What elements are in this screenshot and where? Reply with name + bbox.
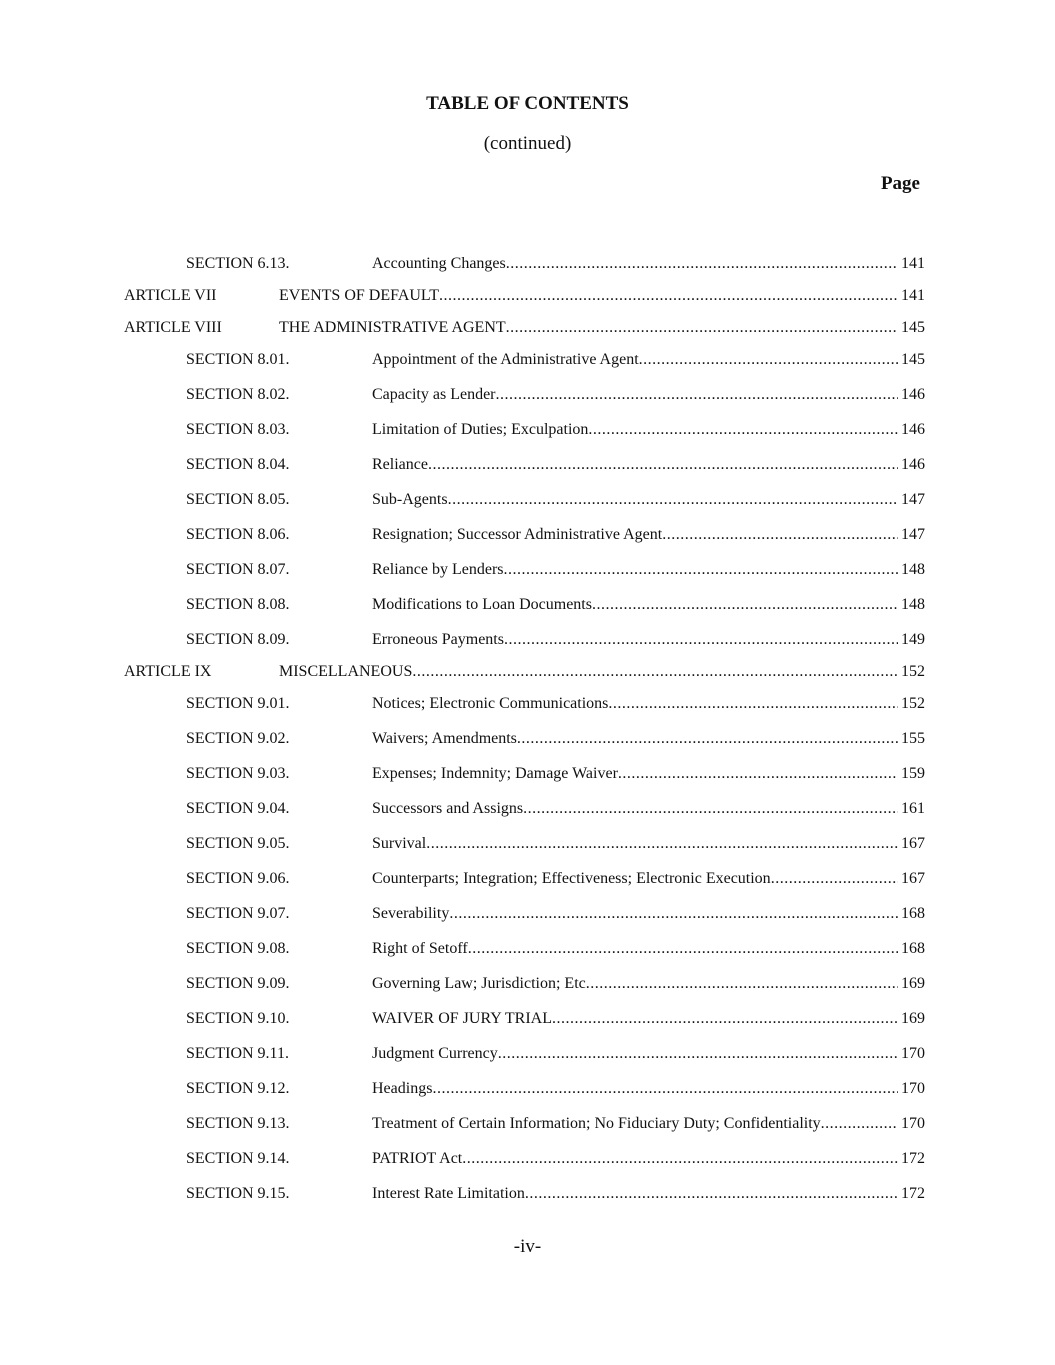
entry-title: Treatment of Certain Information; No Fiduciary Duty; Confidentiality xyxy=(372,1115,821,1132)
toc-section-entry[interactable] xyxy=(0,692,1055,724)
dot-leader xyxy=(498,1042,898,1066)
entry-label: SECTION 8.05. xyxy=(186,491,290,508)
entry-label: SECTION 9.04. xyxy=(186,800,290,817)
page-column-label: Page xyxy=(880,173,920,194)
toc-section-entry[interactable] xyxy=(0,252,1055,284)
toc-section-entry[interactable] xyxy=(0,727,1055,759)
dot-leader xyxy=(462,1147,898,1171)
entry-title: Counterparts; Integration; Effectiveness; Electronic Execution xyxy=(372,870,771,887)
toc-title: TABLE OF CONTENTS xyxy=(426,93,629,114)
entry-title: Accounting Changes xyxy=(372,255,506,272)
dot-leader xyxy=(506,316,898,340)
entry-title: Modifications to Loan Documents xyxy=(372,596,592,613)
dot-leader xyxy=(588,418,898,442)
entry-title: Severability xyxy=(372,905,450,922)
entry-label: SECTION 9.02. xyxy=(186,730,290,747)
dot-leader xyxy=(496,383,899,407)
entry-page-number: 172 xyxy=(901,1150,925,1167)
toc-section-entry[interactable] xyxy=(0,383,1055,415)
entry-label: SECTION 9.11. xyxy=(186,1045,289,1062)
dot-leader xyxy=(821,1112,898,1136)
entry-label: SECTION 9.13. xyxy=(186,1115,290,1132)
dot-leader xyxy=(552,1007,898,1031)
dot-leader xyxy=(525,1182,898,1206)
entry-title: Right of Setoff xyxy=(372,940,468,957)
dot-leader xyxy=(662,523,898,547)
toc-subtitle: (continued) xyxy=(483,133,572,154)
dot-leader xyxy=(449,902,898,926)
toc-section-entry[interactable] xyxy=(0,1182,1055,1214)
entry-label: SECTION 9.14. xyxy=(186,1150,290,1167)
entry-page-number: 169 xyxy=(901,1010,925,1027)
toc-section-entry[interactable] xyxy=(0,1007,1055,1039)
toc-section-entry[interactable] xyxy=(0,1077,1055,1109)
entry-page-number: 155 xyxy=(901,730,925,747)
entry-title: Headings xyxy=(372,1080,433,1097)
entry-title: Waivers; Amendments xyxy=(372,730,517,747)
dot-leader xyxy=(771,867,898,891)
entry-label: ARTICLE VII xyxy=(124,287,217,304)
toc-section-entry[interactable] xyxy=(0,832,1055,864)
toc-section-entry[interactable] xyxy=(0,1042,1055,1074)
toc-section-entry[interactable] xyxy=(0,418,1055,450)
entry-label: SECTION 9.03. xyxy=(186,765,290,782)
entry-page-number: 145 xyxy=(901,319,925,336)
toc-section-entry[interactable] xyxy=(0,348,1055,380)
entry-title: Interest Rate Limitation xyxy=(372,1185,525,1202)
entry-label: SECTION 8.01. xyxy=(186,351,290,368)
entry-title: Appointment of the Administrative Agent xyxy=(372,351,639,368)
entry-page-number: 168 xyxy=(901,940,925,957)
toc-article-entry[interactable] xyxy=(0,284,1055,316)
toc-section-entry[interactable] xyxy=(0,453,1055,485)
entry-label: SECTION 8.08. xyxy=(186,596,290,613)
entry-page-number: 148 xyxy=(901,561,925,578)
entry-label: SECTION 9.15. xyxy=(186,1185,290,1202)
dot-leader xyxy=(504,628,898,652)
entry-label: SECTION 9.01. xyxy=(186,695,290,712)
entry-page-number: 170 xyxy=(901,1045,925,1062)
toc-section-entry[interactable] xyxy=(0,628,1055,660)
toc-section-entry[interactable] xyxy=(0,797,1055,829)
dot-leader xyxy=(439,284,898,308)
entry-page-number: 146 xyxy=(901,456,925,473)
entry-title: Sub-Agents xyxy=(372,491,448,508)
entry-label: SECTION 8.04. xyxy=(186,456,290,473)
dot-leader xyxy=(506,252,898,276)
entry-label: SECTION 8.06. xyxy=(186,526,290,543)
entry-title: Erroneous Payments xyxy=(372,631,504,648)
entry-label: SECTION 8.07. xyxy=(186,561,290,578)
dot-leader xyxy=(504,558,899,582)
entry-title: Governing Law; Jurisdiction; Etc xyxy=(372,975,586,992)
entry-title: THE ADMINISTRATIVE AGENT xyxy=(279,319,506,336)
toc-section-entry[interactable] xyxy=(0,762,1055,794)
dot-leader xyxy=(592,593,898,617)
entry-page-number: 141 xyxy=(901,255,925,272)
toc-section-entry[interactable] xyxy=(0,593,1055,625)
entry-page-number: 146 xyxy=(901,421,925,438)
entry-page-number: 152 xyxy=(901,695,925,712)
entry-title: PATRIOT Act xyxy=(372,1150,463,1167)
entry-page-number: 167 xyxy=(901,835,925,852)
toc-section-entry[interactable] xyxy=(0,1112,1055,1144)
dot-leader xyxy=(412,660,898,684)
dot-leader xyxy=(448,488,898,512)
toc-section-entry[interactable] xyxy=(0,867,1055,899)
dot-leader xyxy=(517,727,898,751)
toc-section-entry[interactable] xyxy=(0,558,1055,590)
entry-title: Reliance by Lenders xyxy=(372,561,504,578)
entry-page-number: 159 xyxy=(901,765,925,782)
entry-title: Survival xyxy=(372,835,427,852)
toc-section-entry[interactable] xyxy=(0,937,1055,969)
entry-label: SECTION 9.08. xyxy=(186,940,290,957)
toc-list xyxy=(0,252,1055,1214)
entry-label: SECTION 6.13. xyxy=(186,255,290,272)
entry-title: Resignation; Successor Administrative Agent xyxy=(372,526,663,543)
entry-title: WAIVER OF JURY TRIAL xyxy=(372,1010,553,1027)
toc-article-entry[interactable] xyxy=(0,660,1055,692)
entry-title: Reliance xyxy=(372,456,428,473)
entry-title: Capacity as Lender xyxy=(372,386,496,403)
entry-title: Notices; Electronic Communications xyxy=(372,695,609,712)
toc-article-entry[interactable] xyxy=(0,316,1055,348)
entry-label: SECTION 9.07. xyxy=(186,905,290,922)
entry-page-number: 170 xyxy=(901,1115,925,1132)
entry-label: SECTION 8.09. xyxy=(186,631,290,648)
entry-title: MISCELLANEOUS xyxy=(279,663,413,680)
entry-page-number: 147 xyxy=(901,526,925,543)
toc-section-entry[interactable] xyxy=(0,488,1055,520)
entry-page-number: 146 xyxy=(901,386,925,403)
entry-label: ARTICLE IX xyxy=(124,663,212,680)
entry-label: SECTION 8.03. xyxy=(186,421,290,438)
toc-section-entry[interactable] xyxy=(0,1147,1055,1179)
dot-leader xyxy=(468,937,898,961)
entry-page-number: 167 xyxy=(901,870,925,887)
dot-leader xyxy=(618,762,898,786)
dot-leader xyxy=(608,692,898,716)
entry-label: SECTION 9.12. xyxy=(186,1080,290,1097)
page-number: -iv- xyxy=(513,1236,542,1257)
entry-page-number: 141 xyxy=(901,287,925,304)
toc-section-entry[interactable] xyxy=(0,523,1055,555)
toc-section-entry[interactable] xyxy=(0,972,1055,1004)
dot-leader xyxy=(428,453,898,477)
entry-page-number: 172 xyxy=(901,1185,925,1202)
entry-page-number: 148 xyxy=(901,596,925,613)
dot-leader xyxy=(523,797,898,821)
entry-label: ARTICLE VIII xyxy=(124,319,222,336)
entry-page-number: 161 xyxy=(901,800,925,817)
entry-title: EVENTS OF DEFAULT xyxy=(279,287,440,304)
entry-page-number: 168 xyxy=(901,905,925,922)
entry-page-number: 147 xyxy=(901,491,925,508)
entry-label: SECTION 9.09. xyxy=(186,975,290,992)
entry-title: Judgment Currency xyxy=(372,1045,498,1062)
entry-page-number: 145 xyxy=(901,351,925,368)
entry-page-number: 152 xyxy=(901,663,925,680)
dot-leader xyxy=(426,832,898,856)
entry-label: SECTION 9.10. xyxy=(186,1010,290,1027)
entry-title: Limitation of Duties; Exculpation xyxy=(372,421,589,438)
toc-section-entry[interactable] xyxy=(0,902,1055,934)
entry-title: Successors and Assigns xyxy=(372,800,524,817)
entry-page-number: 169 xyxy=(901,975,925,992)
entry-label: SECTION 9.05. xyxy=(186,835,290,852)
entry-label: SECTION 9.06. xyxy=(186,870,290,887)
entry-title: Expenses; Indemnity; Damage Waiver xyxy=(372,765,618,782)
dot-leader xyxy=(639,348,898,372)
entry-page-number: 170 xyxy=(901,1080,925,1097)
entry-page-number: 149 xyxy=(901,631,925,648)
dot-leader xyxy=(432,1077,898,1101)
dot-leader xyxy=(586,972,898,996)
entry-label: SECTION 8.02. xyxy=(186,386,290,403)
